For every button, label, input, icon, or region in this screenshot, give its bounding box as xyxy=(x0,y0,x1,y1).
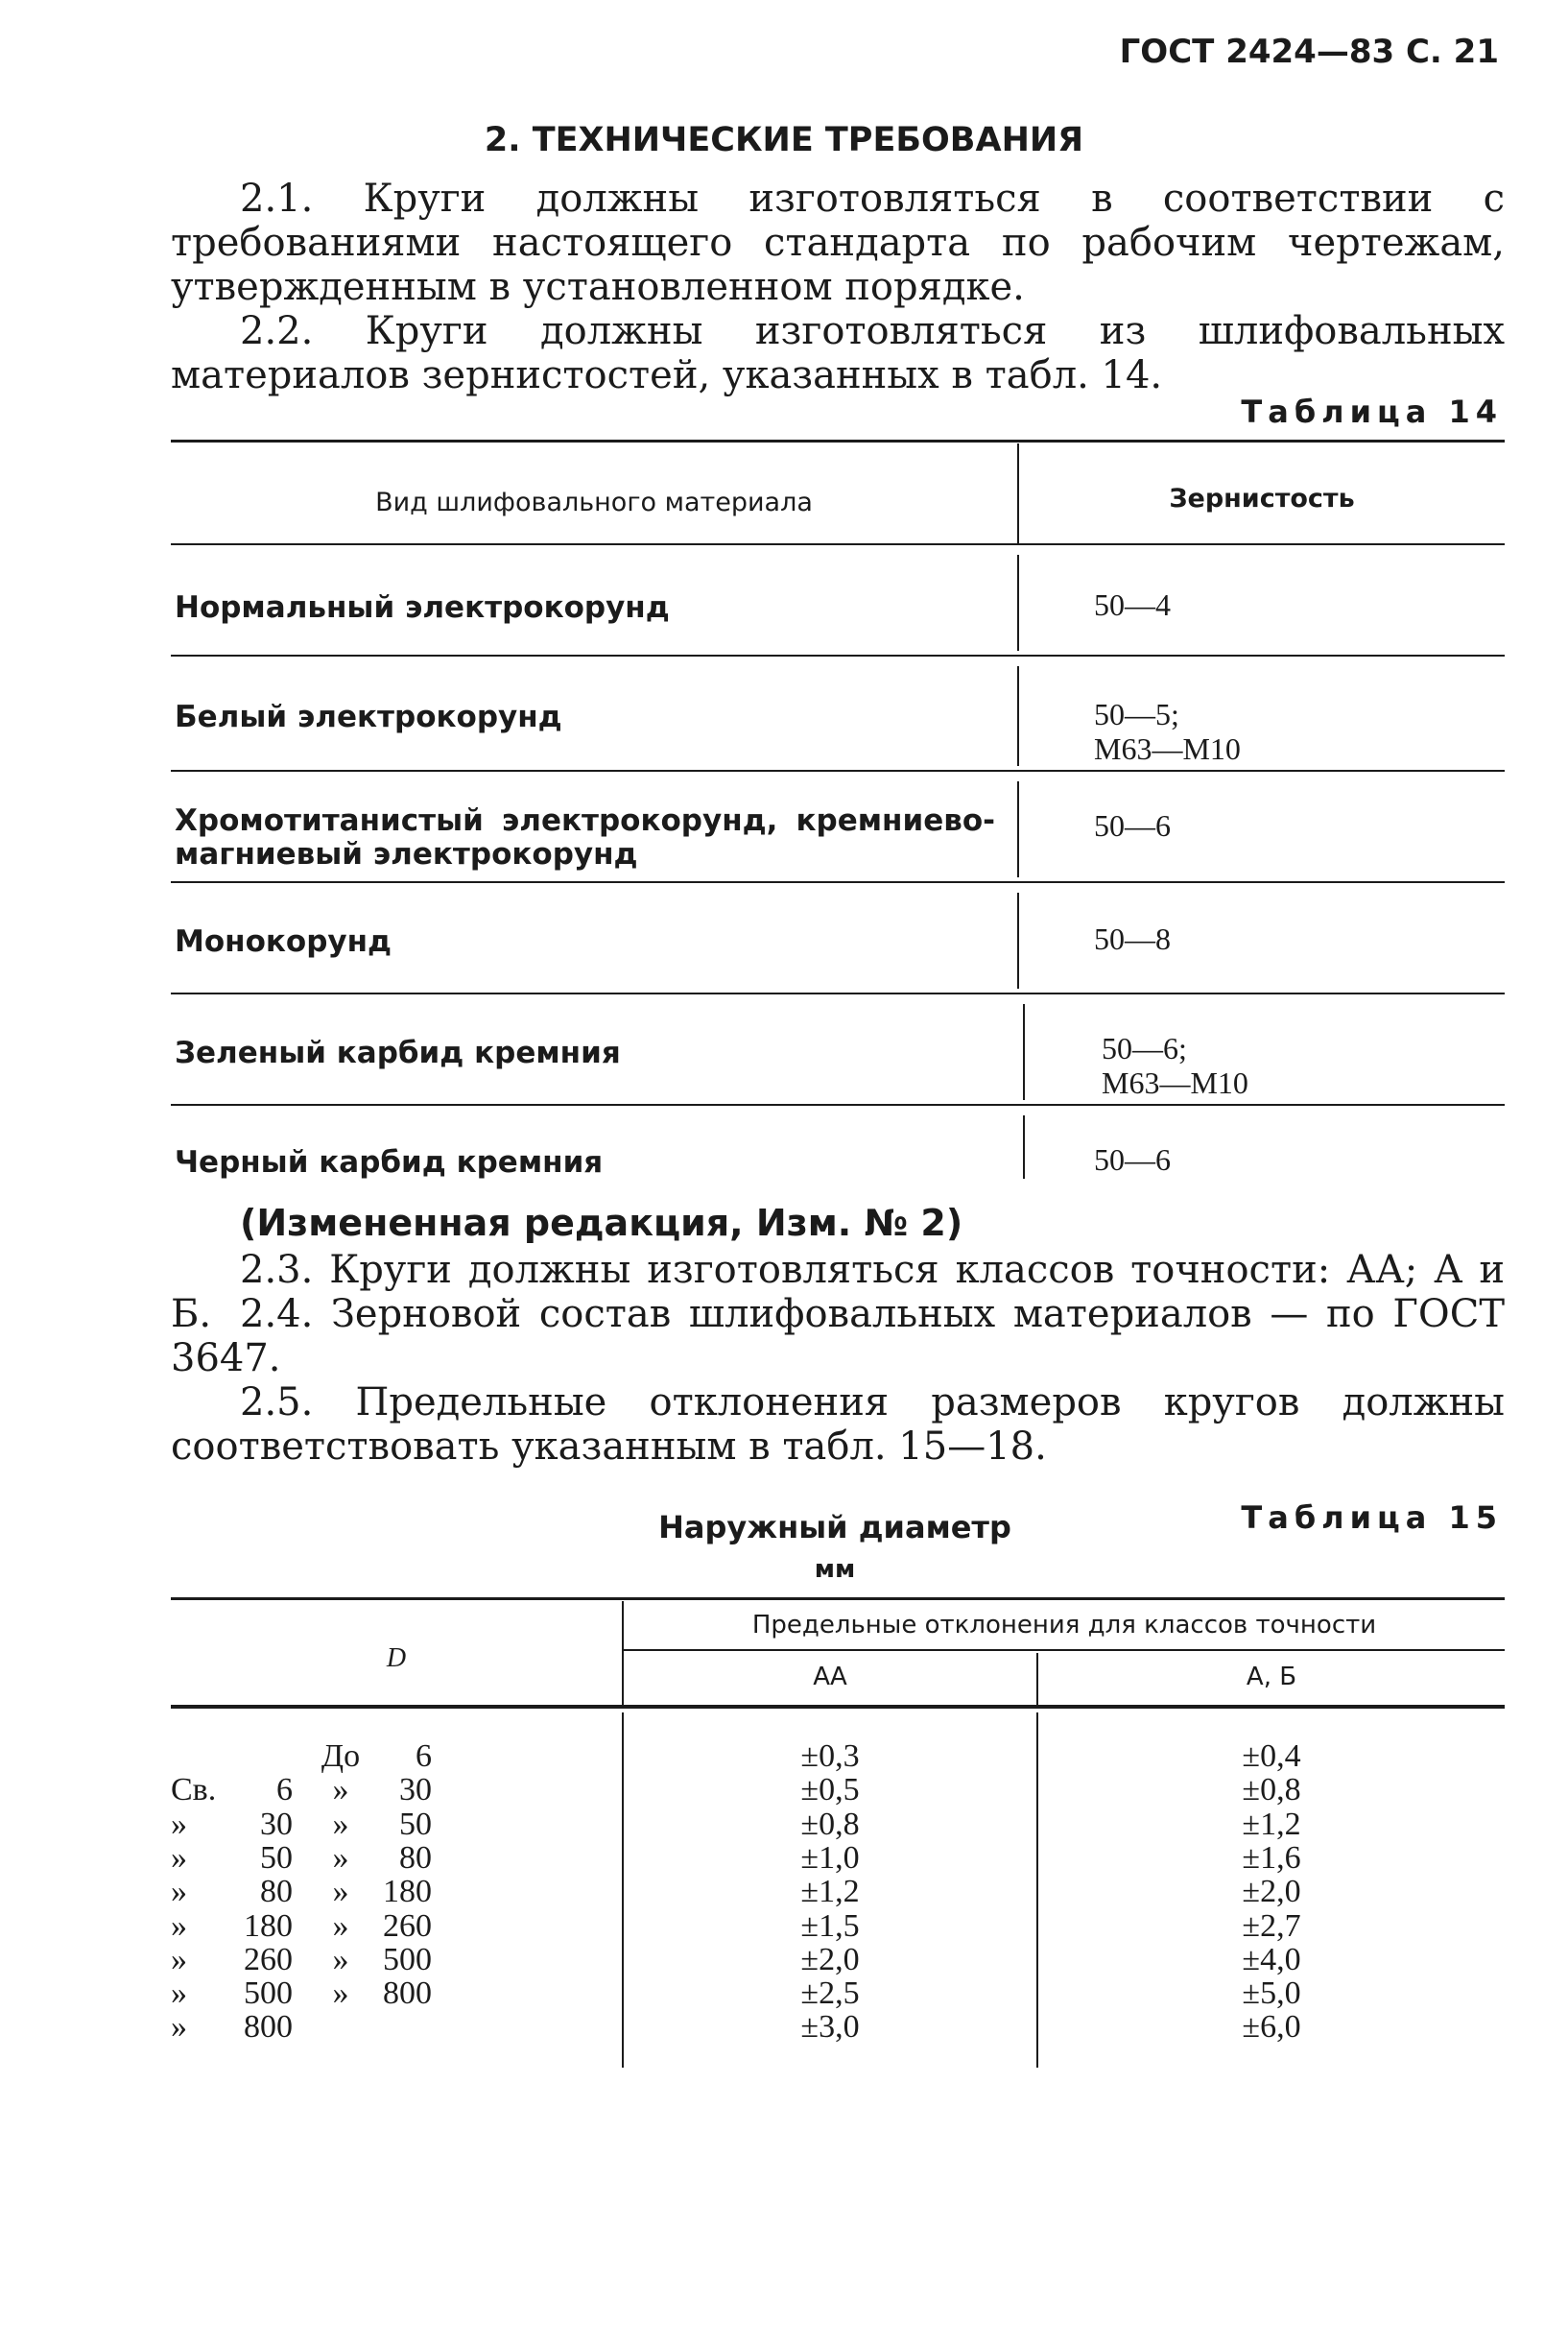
table-14-grit-cell: 50—6 xyxy=(1094,808,1171,843)
table-15-prefix: » xyxy=(171,1942,187,1977)
table-14-row-rule xyxy=(171,1104,1505,1106)
table-15-to-marker: » xyxy=(332,1942,349,1977)
table-15-to: 180 xyxy=(383,1874,432,1909)
table-15-from: 30 xyxy=(260,1807,293,1842)
table-15-aa-cell: ±1,5 xyxy=(800,1908,860,1944)
table-15-aa-cell: ±1,2 xyxy=(800,1874,860,1909)
paragraph-2-5: 2.5. Предельные отклонения размеров кругов должны соответствовать указанным в табл. 15—18. xyxy=(171,1380,1505,1469)
table-14-row-rule xyxy=(171,655,1505,657)
table-14-column-divider xyxy=(1017,666,1019,766)
table-15-from: 500 xyxy=(244,1975,293,2011)
table-15-ab-cell: ±6,0 xyxy=(1242,2009,1301,2045)
table-14-material-cell: Монокорунд xyxy=(175,924,392,959)
table-14-row-rule xyxy=(171,993,1505,994)
table-15-prefix: » xyxy=(171,2009,187,2045)
table-15-to-marker: » xyxy=(332,1908,349,1944)
table-15-to: 80 xyxy=(399,1840,432,1876)
table-14-header-grit: Зернистость xyxy=(1169,484,1355,514)
table-15-header-aa: АА xyxy=(813,1663,847,1691)
table-15-aa-cell: ±2,0 xyxy=(800,1942,860,1977)
table-14-column-divider xyxy=(1023,1004,1025,1100)
table-14-grit-cell: 50—5; М63—М10 xyxy=(1094,697,1241,766)
table-15-header-ab: А, Б xyxy=(1246,1663,1297,1691)
table-14-header-material: Вид шлифовального материала xyxy=(375,488,813,517)
table-15-aa-cell: ±0,5 xyxy=(800,1772,860,1807)
table-15-to: 6 xyxy=(416,1738,432,1774)
table-15-ab-cell: ±0,4 xyxy=(1242,1738,1301,1774)
table-14-column-divider xyxy=(1017,555,1019,651)
table-15-to-marker: » xyxy=(332,1840,349,1876)
table-15-from: 6 xyxy=(276,1772,293,1807)
table-15-to: 30 xyxy=(399,1772,432,1807)
table-15-header-rule xyxy=(171,1705,1505,1709)
table-14-header-rule xyxy=(171,543,1505,545)
table-15-prefix: » xyxy=(171,1840,187,1876)
table-15-aa-cell: ±2,5 xyxy=(800,1975,860,2011)
table-15-unit: мм xyxy=(814,1555,856,1584)
table-14-row-rule xyxy=(171,770,1505,772)
paragraph-2-3: 2.3. Круги должны изготовляться классов точности: АА; А и Б. xyxy=(171,1248,1505,1336)
table-14-column-divider xyxy=(1017,781,1019,877)
table-15-aa-cell: ±3,0 xyxy=(800,2009,860,2045)
page-header: ГОСТ 2424—83 С. 21 xyxy=(1119,33,1499,71)
table-15-to: 800 xyxy=(383,1975,432,2011)
table-14-material-cell: Зеленый карбид кремния xyxy=(175,1036,621,1070)
section-title: 2. ТЕХНИЧЕСКИЕ ТРЕБОВАНИЯ xyxy=(484,121,1084,159)
table-14-material-cell: Хромотитанистый электрокорунд, кремниево-магниевый электрокорунд xyxy=(175,803,995,872)
table-14-material-cell: Черный карбид кремния xyxy=(175,1145,604,1180)
table-14-grit-cell: 50—6; М63—М10 xyxy=(1102,1031,1248,1100)
table-15-prefix: Св. xyxy=(171,1772,217,1807)
table-15-to-marker: » xyxy=(332,1807,349,1842)
table-15-prefix: » xyxy=(171,1807,187,1842)
table-14-column-divider xyxy=(1017,893,1019,989)
table-15-ab-cell: ±1,6 xyxy=(1242,1840,1301,1876)
table-15-to: 50 xyxy=(399,1807,432,1842)
table-15-to: 260 xyxy=(383,1908,432,1944)
table-15-from: 800 xyxy=(244,2009,293,2045)
paragraph-2-1: 2.1. Круги должны изготовляться в соответствии с требованиями настоящего стандарта по рабочим чертежам, утвержденным в установленном порядке. xyxy=(171,177,1505,309)
table-15-from: 50 xyxy=(260,1840,293,1876)
table-14-material-cell: Нормальный электрокорунд xyxy=(175,590,670,625)
table-15-from: 260 xyxy=(244,1942,293,1977)
table-15-to-marker: » xyxy=(332,1975,349,2011)
table-15-group-rule xyxy=(624,1649,1505,1651)
table-14-material-cell: Белый электрокорунд xyxy=(175,700,562,734)
table-15-prefix: » xyxy=(171,1975,187,2011)
table-14-label: Таблица 14 xyxy=(1241,394,1503,430)
amendment-note: (Измененная редакция, Изм. № 2) xyxy=(240,1202,963,1244)
table-15-header-d: D xyxy=(386,1643,407,1673)
table-15-label: Таблица 15 xyxy=(1241,1499,1503,1536)
table-14-row-rule xyxy=(171,881,1505,883)
table-15-aa-cell: ±0,3 xyxy=(800,1738,860,1774)
table-14-top-rule xyxy=(171,440,1505,443)
table-15-to-marker: » xyxy=(332,1874,349,1909)
table-15-ab-cell: ±2,0 xyxy=(1242,1874,1301,1909)
table-15-to-marker: » xyxy=(332,1772,349,1807)
table-15-header-group: Предельные отклонения для классов точности xyxy=(751,1611,1377,1640)
table-15-prefix: » xyxy=(171,1874,187,1909)
paragraph-2-2: 2.2. Круги должны изготовляться из шлифовальных материалов зернистостей, указанных в табл. 14. xyxy=(171,309,1505,397)
table-15-from: 180 xyxy=(244,1908,293,1944)
table-15-prefix: » xyxy=(171,1908,187,1944)
paragraph-2-4: 2.4. Зерновой состав шлифовальных материалов — по ГОСТ 3647. xyxy=(171,1292,1505,1380)
table-14-grit-cell: 50—6 xyxy=(1094,1142,1171,1177)
table-14-column-divider xyxy=(1023,1115,1025,1179)
table-15-aa-cell: ±1,0 xyxy=(800,1840,860,1876)
table-15-ab-cell: ±2,7 xyxy=(1242,1908,1301,1944)
table-15-from: 80 xyxy=(260,1874,293,1909)
table-14-grit-cell: 50—4 xyxy=(1094,587,1171,622)
table-15-ab-cell: ±1,2 xyxy=(1242,1807,1301,1842)
table-15-top-rule xyxy=(171,1597,1505,1600)
table-15-to: 500 xyxy=(383,1942,432,1977)
table-15-to-marker: До xyxy=(321,1738,361,1774)
table-15-aa-cell: ±0,8 xyxy=(800,1807,860,1842)
table-15-title: Наружный диаметр xyxy=(658,1509,1011,1545)
table-14-grit-cell: 50—8 xyxy=(1094,922,1171,956)
table-15-ab-cell: ±5,0 xyxy=(1242,1975,1301,2011)
table-15-ab-cell: ±4,0 xyxy=(1242,1942,1301,1977)
table-15-ab-cell: ±0,8 xyxy=(1242,1772,1301,1807)
